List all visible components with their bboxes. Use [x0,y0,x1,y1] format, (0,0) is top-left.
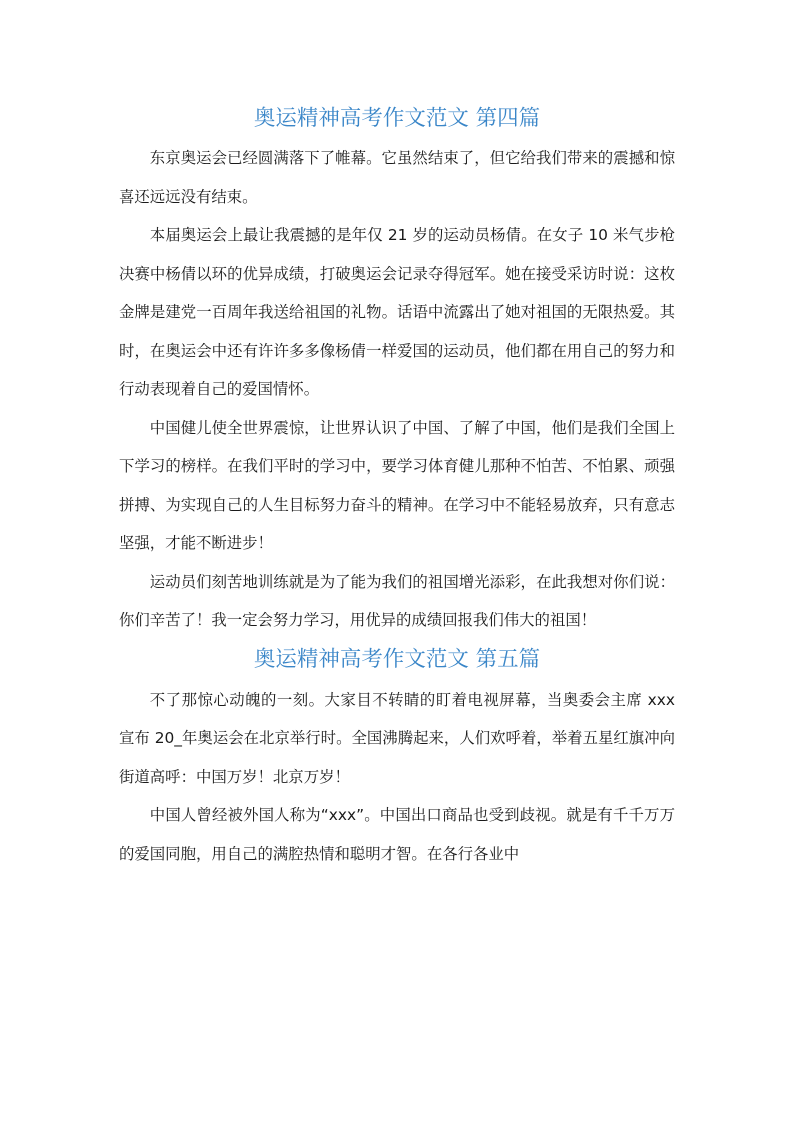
paragraph: 本届奥运会上最让我震撼的是年仅 21 岁的运动员杨倩。在女子 10 米气步枪决赛中杨倩以环的优异成绩，打破奥运会记录夺得冠军。她在接受采访时说：这枚金牌是建党一百周年我送给祖国的礼物。话语中流露出了她对祖国的无限热爱。其时，在奥运会中还有许许多多像杨倩一样爱国的运动员，他们都在用自己的努力和行动表现着自己的爱国情怀。 [119,226,675,398]
paragraph: 运动员们刻苦地训练就是为了能为我们的祖国增光添彩，在此我想对你们说：你们辛苦了！我一定会努力学习，用优异的成绩回报我们伟大的祖国！ [119,572,675,629]
paragraph: 不了那惊心动魄的一刻。大家目不转睛的盯着电视屏幕，当奥委会主席 xxx 宣布 20_年奥运会在北京举行时。全国沸腾起来，人们欢呼着，举着五星红旗冲向街道高呼：中国万岁！北京万岁！ [119,690,675,786]
paragraph: 中国健儿使全世界震惊，让世界认识了中国、了解了中国，他们是我们全国上下学习的榜样。在我们平时的学习中，要学习体育健儿那种不怕苦、不怕累、顽强拼搏、为实现自己的人生目标努力奋斗的精神。在学习中不能轻易放弃，只有意志坚强，才能不断进步！ [119,418,675,552]
document-page [119,100,675,873]
section-title-5: 奥运精神高考作文范文 第五篇 [253,646,541,672]
section-title-4: 奥运精神高考作文范文 第四篇 [253,106,541,131]
paragraph: 东京奥运会已经圆满落下了帷幕。它虽然结束了，但它给我们带来的震撼和惊喜还远远没有结束。 [119,149,675,206]
paragraph: 中国人曾经被外国人称为“xxx”。中国出口商品也受到歧视。就是有千千万万的爱国同胞，用自己的满腔热情和聪明才智。在各行各业中 [119,806,675,863]
